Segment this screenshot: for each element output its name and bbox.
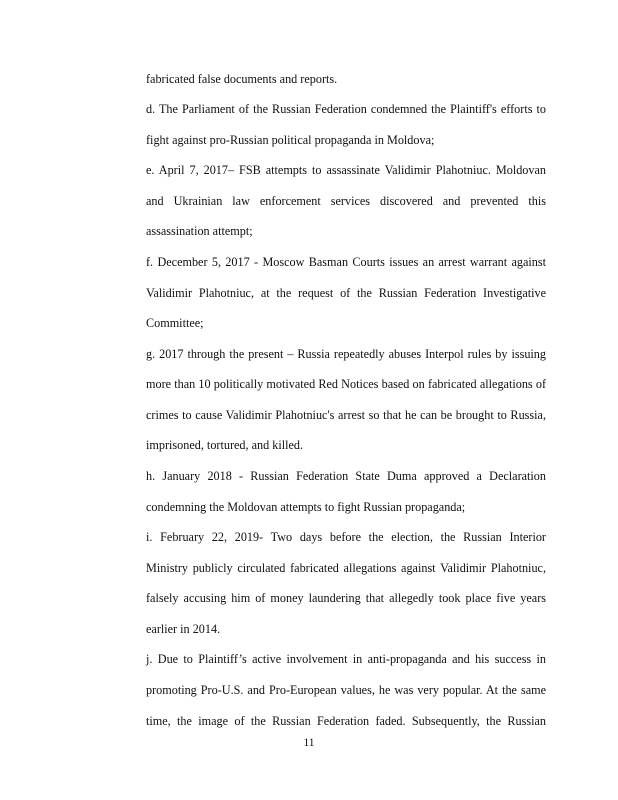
text-line: more than 10 politically motivated Red Notices based on fabricated allegations of — [146, 377, 546, 391]
text-line: time, the image of the Russian Federation faded. Subsequently, the Russian — [146, 714, 546, 728]
text-line: e. April 7, 2017– FSB attempts to assassinate Validimir Plahotniuc. Moldovan — [146, 163, 546, 177]
text-line: falsely accusing him of money laundering that allegedly took place five years — [146, 591, 546, 605]
text-line: Ministry publicly circulated fabricated allegations against Validimir Plahotniuc, — [146, 561, 546, 575]
text-line: Validimir Plahotniuc, at the request of the Russian Federation Investigative — [146, 286, 546, 300]
text-line: Committee; — [146, 316, 204, 330]
text-line: h. January 2018 - Russian Federation State Duma approved a Declaration — [146, 469, 546, 483]
text-line: i. February 22, 2019- Two days before the election, the Russian Interior — [146, 530, 546, 544]
text-line: f. December 5, 2017 - Moscow Basman Courts issues an arrest warrant against — [146, 255, 546, 269]
page-number: 11 — [303, 737, 315, 749]
text-line: g. 2017 through the present – Russia repeatedly abuses Interpol rules by issuing — [146, 347, 546, 361]
text-line: j. Due to Plaintiff’s active involvement in anti-propaganda and his success in — [146, 652, 546, 666]
text-line: promoting Pro-U.S. and Pro-European values, he was very popular. At the same — [146, 683, 546, 697]
text-line: condemning the Moldovan attempts to fight Russian propaganda; — [146, 500, 466, 514]
text-line: assassination attempt; — [146, 224, 253, 238]
text-line: d. The Parliament of the Russian Federation condemned the Plaintiff's efforts to — [146, 102, 546, 116]
text-line: fabricated false documents and reports. — [146, 72, 338, 86]
text-line: earlier in 2014. — [146, 622, 221, 636]
text-line: imprisoned, tortured, and killed. — [146, 438, 304, 452]
text-line: fight against pro-Russian political propaganda in Moldova; — [146, 133, 435, 147]
text-line: and Ukrainian law enforcement services discovered and prevented this — [146, 194, 546, 208]
text-line: crimes to cause Validimir Plahotniuc's arrest so that he can be brought to Russia, — [146, 408, 546, 422]
